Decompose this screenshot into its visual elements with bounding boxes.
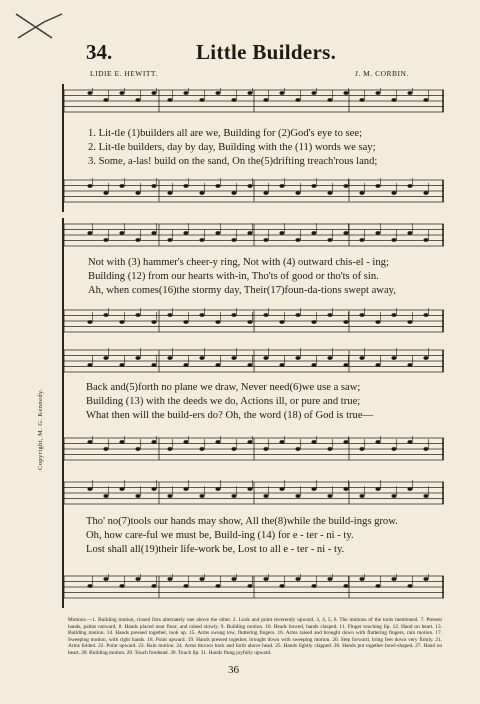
notehead bbox=[375, 231, 380, 235]
notehead bbox=[311, 91, 316, 95]
notehead bbox=[327, 447, 332, 451]
lyric-line: What then will the build-ers do? Oh, the word (18) of God is true— bbox=[86, 410, 374, 421]
notehead bbox=[199, 356, 204, 360]
notehead bbox=[247, 184, 252, 188]
staff-lines bbox=[64, 88, 444, 114]
notehead bbox=[375, 91, 380, 95]
notehead bbox=[311, 231, 316, 235]
notehead bbox=[151, 363, 156, 367]
hymn-number: 34. bbox=[86, 40, 113, 64]
notehead bbox=[391, 191, 396, 195]
notehead bbox=[135, 191, 140, 195]
notehead bbox=[87, 91, 92, 95]
staff-lines bbox=[64, 574, 444, 600]
notehead bbox=[103, 577, 108, 581]
notehead bbox=[231, 238, 236, 242]
notehead bbox=[231, 577, 236, 581]
copyright-notice: Copyright, M. G. Kennedy. bbox=[37, 388, 44, 470]
notehead bbox=[135, 313, 140, 317]
staff-lines bbox=[64, 348, 444, 374]
notehead bbox=[183, 440, 188, 444]
notehead bbox=[231, 447, 236, 451]
hymn-title: Little Builders. bbox=[196, 40, 337, 64]
lyric-line: 3. Some, a-las! build on the sand, On the(5)drifting treach'rous land; bbox=[88, 156, 378, 167]
notehead bbox=[167, 356, 172, 360]
notehead bbox=[119, 184, 124, 188]
notehead bbox=[311, 584, 316, 588]
notehead bbox=[295, 577, 300, 581]
notehead bbox=[295, 191, 300, 195]
notehead bbox=[423, 238, 428, 242]
notehead bbox=[135, 98, 140, 102]
notehead bbox=[423, 313, 428, 317]
notehead bbox=[135, 494, 140, 498]
treble-staff bbox=[64, 348, 444, 374]
bass-staff bbox=[64, 574, 444, 600]
notehead bbox=[87, 584, 92, 588]
treble-staff bbox=[64, 480, 444, 506]
notehead bbox=[199, 494, 204, 498]
notehead bbox=[119, 584, 124, 588]
notehead bbox=[231, 98, 236, 102]
notehead bbox=[375, 184, 380, 188]
notehead bbox=[215, 487, 220, 491]
notehead bbox=[231, 313, 236, 317]
notehead bbox=[87, 487, 92, 491]
notehead bbox=[183, 363, 188, 367]
staff-lines bbox=[64, 222, 444, 248]
notehead bbox=[263, 494, 268, 498]
notehead bbox=[119, 440, 124, 444]
notehead bbox=[215, 584, 220, 588]
notehead bbox=[135, 238, 140, 242]
notehead bbox=[119, 363, 124, 367]
notehead bbox=[343, 231, 348, 235]
notehead bbox=[263, 447, 268, 451]
notehead bbox=[103, 313, 108, 317]
page-number: 36 bbox=[228, 664, 239, 676]
notehead bbox=[151, 487, 156, 491]
notehead bbox=[183, 487, 188, 491]
notehead bbox=[327, 577, 332, 581]
notehead bbox=[391, 313, 396, 317]
lyric-line: Building (12) from our hearts with-in, Tho'ts of good or tho'ts of sin. bbox=[88, 271, 379, 282]
notehead bbox=[167, 98, 172, 102]
notehead bbox=[183, 320, 188, 324]
lyric-line: Oh, how care-ful we must be, Build-ing (14) for e - ter - ni - ty. bbox=[86, 530, 354, 541]
notehead bbox=[183, 91, 188, 95]
notehead bbox=[279, 91, 284, 95]
notehead bbox=[87, 184, 92, 188]
notehead bbox=[311, 184, 316, 188]
notehead bbox=[247, 584, 252, 588]
notehead bbox=[359, 447, 364, 451]
notehead bbox=[135, 577, 140, 581]
notehead bbox=[327, 98, 332, 102]
notehead bbox=[87, 440, 92, 444]
notehead bbox=[119, 231, 124, 235]
notehead bbox=[391, 356, 396, 360]
notehead bbox=[279, 320, 284, 324]
notehead bbox=[199, 577, 204, 581]
notehead bbox=[199, 313, 204, 317]
notehead bbox=[199, 191, 204, 195]
notehead bbox=[375, 320, 380, 324]
notehead bbox=[311, 440, 316, 444]
notehead bbox=[343, 363, 348, 367]
notehead bbox=[375, 440, 380, 444]
notehead bbox=[183, 584, 188, 588]
notehead bbox=[375, 487, 380, 491]
notehead bbox=[407, 320, 412, 324]
notehead bbox=[167, 577, 172, 581]
notehead bbox=[343, 320, 348, 324]
notehead bbox=[215, 184, 220, 188]
notehead bbox=[199, 447, 204, 451]
notehead bbox=[167, 238, 172, 242]
notehead bbox=[423, 577, 428, 581]
notehead bbox=[215, 320, 220, 324]
notehead bbox=[247, 487, 252, 491]
notehead bbox=[247, 440, 252, 444]
notehead bbox=[199, 238, 204, 242]
notehead bbox=[391, 238, 396, 242]
notehead bbox=[295, 238, 300, 242]
lyricist-credit: LIDIE E. HEWITT. bbox=[90, 69, 158, 78]
lyric-line: Not with (3) hammer's cheer-y ring, Not with (4) outward chis-el - ing; bbox=[88, 257, 389, 268]
notehead bbox=[167, 494, 172, 498]
notehead bbox=[103, 238, 108, 242]
staff-lines bbox=[64, 308, 444, 334]
notehead bbox=[279, 231, 284, 235]
notehead bbox=[103, 356, 108, 360]
notehead bbox=[359, 238, 364, 242]
lyric-line: 2. Lit-tle builders, day by day, Building with the (11) words we say; bbox=[88, 142, 376, 153]
notehead bbox=[359, 98, 364, 102]
notehead bbox=[279, 584, 284, 588]
notehead bbox=[215, 91, 220, 95]
notehead bbox=[119, 320, 124, 324]
notehead bbox=[231, 494, 236, 498]
motions-footnote: Motions.—1. Building motion, closed fists alternately one above the other. 2. Look and point reverently upward. 3, 4, 5, 6. The motions of the tools mentioned. 7. Present hands, palms outward. 8. Hands placed near floor, and raised slowly. 9. Building motion. 10. Heads bowed, hands clasped. 11. Finger touching lip. 12. Hand on heart. 13. Building motion. 14. Hands pressed together, look up. 15. Arms swung low, fluttering fingers. 16. Arms raised and brought down with fluttering fingers, rain motion. 17. Sweeping motion, with right hands. 18. Point upward. 19. Hands pressed together, brought down with sweeping motion. 20. Step forward, bring feet down very firmly. 21. Arms folded. 22. Point upward. 23. Rain motion. 24. Arms thrown back and forth above head. 25. Hands lightly clapped. 26. Hands put together bowl-shaped. 27. Hand on heart. 28. Building motion. 29. Touch forehead. 30. Touch lip. 31. Hands flung joyfully upward. bbox=[68, 617, 442, 656]
treble-staff bbox=[64, 88, 444, 114]
notehead bbox=[391, 577, 396, 581]
notehead bbox=[407, 184, 412, 188]
notehead bbox=[151, 440, 156, 444]
notehead bbox=[167, 191, 172, 195]
notehead bbox=[295, 447, 300, 451]
notehead bbox=[359, 577, 364, 581]
notehead bbox=[199, 98, 204, 102]
bass-staff bbox=[64, 436, 444, 462]
staff-lines bbox=[64, 480, 444, 506]
notehead bbox=[151, 231, 156, 235]
notehead bbox=[375, 363, 380, 367]
notehead bbox=[311, 363, 316, 367]
notehead bbox=[119, 487, 124, 491]
notehead bbox=[279, 363, 284, 367]
notehead bbox=[359, 494, 364, 498]
notehead bbox=[119, 91, 124, 95]
notehead bbox=[87, 363, 92, 367]
notehead bbox=[167, 313, 172, 317]
notehead bbox=[407, 91, 412, 95]
notehead bbox=[263, 356, 268, 360]
notehead bbox=[391, 98, 396, 102]
notehead bbox=[407, 487, 412, 491]
notehead bbox=[295, 356, 300, 360]
notehead bbox=[407, 363, 412, 367]
notehead bbox=[295, 98, 300, 102]
notehead bbox=[215, 440, 220, 444]
notehead bbox=[311, 487, 316, 491]
notehead bbox=[263, 238, 268, 242]
notehead bbox=[423, 191, 428, 195]
notehead bbox=[103, 494, 108, 498]
notehead bbox=[359, 191, 364, 195]
notehead bbox=[247, 231, 252, 235]
notehead bbox=[263, 313, 268, 317]
notehead bbox=[215, 231, 220, 235]
notehead bbox=[423, 356, 428, 360]
notehead bbox=[103, 447, 108, 451]
pencil-x-mark bbox=[12, 8, 70, 44]
notehead bbox=[311, 320, 316, 324]
lyric-line: Back and(5)forth no plane we draw, Never need(6)we use a saw; bbox=[86, 382, 361, 393]
lyric-line: Lost shall all(19)their life-work be, Lost to all e - ter - ni - ty. bbox=[86, 544, 345, 555]
notehead bbox=[215, 363, 220, 367]
notehead bbox=[391, 447, 396, 451]
notehead bbox=[263, 98, 268, 102]
notehead bbox=[279, 184, 284, 188]
notehead bbox=[343, 440, 348, 444]
lyric-line: Ah, when comes(16)the stormy day, Their(17)foun-da-tions swept away, bbox=[88, 285, 396, 296]
notehead bbox=[423, 494, 428, 498]
notehead bbox=[407, 584, 412, 588]
notehead bbox=[327, 313, 332, 317]
notehead bbox=[343, 584, 348, 588]
notehead bbox=[151, 584, 156, 588]
bass-staff bbox=[64, 178, 444, 204]
notehead bbox=[295, 494, 300, 498]
notehead bbox=[327, 238, 332, 242]
notehead bbox=[279, 440, 284, 444]
notehead bbox=[103, 191, 108, 195]
notehead bbox=[103, 98, 108, 102]
notehead bbox=[407, 231, 412, 235]
notehead bbox=[327, 494, 332, 498]
lyric-line: Building (13) with the deeds we do, Actions ill, or pure and true; bbox=[86, 396, 361, 407]
notehead bbox=[263, 191, 268, 195]
lyric-line: 1. Lit-tle (1)builders all are we, Building for (2)God's eye to see; bbox=[88, 128, 363, 139]
notehead bbox=[87, 231, 92, 235]
notehead bbox=[87, 320, 92, 324]
lyric-line: Tho' no(7)tools our hands may show, All the(8)while the build-ings grow. bbox=[86, 516, 398, 527]
notehead bbox=[359, 356, 364, 360]
notehead bbox=[183, 231, 188, 235]
bass-staff bbox=[64, 308, 444, 334]
notehead bbox=[295, 313, 300, 317]
notehead bbox=[247, 363, 252, 367]
staff-lines bbox=[64, 436, 444, 462]
notehead bbox=[391, 494, 396, 498]
staff-lines bbox=[64, 178, 444, 204]
notehead bbox=[359, 313, 364, 317]
notehead bbox=[167, 447, 172, 451]
notehead bbox=[423, 98, 428, 102]
notehead bbox=[135, 356, 140, 360]
notehead bbox=[247, 320, 252, 324]
notehead bbox=[343, 487, 348, 491]
notehead bbox=[151, 184, 156, 188]
notehead bbox=[135, 447, 140, 451]
notehead bbox=[343, 184, 348, 188]
notehead bbox=[151, 320, 156, 324]
notehead bbox=[423, 447, 428, 451]
treble-staff bbox=[64, 222, 444, 248]
notehead bbox=[183, 184, 188, 188]
notehead bbox=[263, 577, 268, 581]
notehead bbox=[231, 191, 236, 195]
notehead bbox=[279, 487, 284, 491]
notehead bbox=[327, 356, 332, 360]
notehead bbox=[327, 191, 332, 195]
notehead bbox=[247, 91, 252, 95]
notehead bbox=[343, 91, 348, 95]
notehead bbox=[151, 91, 156, 95]
notehead bbox=[407, 440, 412, 444]
notehead bbox=[375, 584, 380, 588]
composer-credit: J. M. CORBIN. bbox=[355, 69, 409, 78]
notehead bbox=[231, 356, 236, 360]
